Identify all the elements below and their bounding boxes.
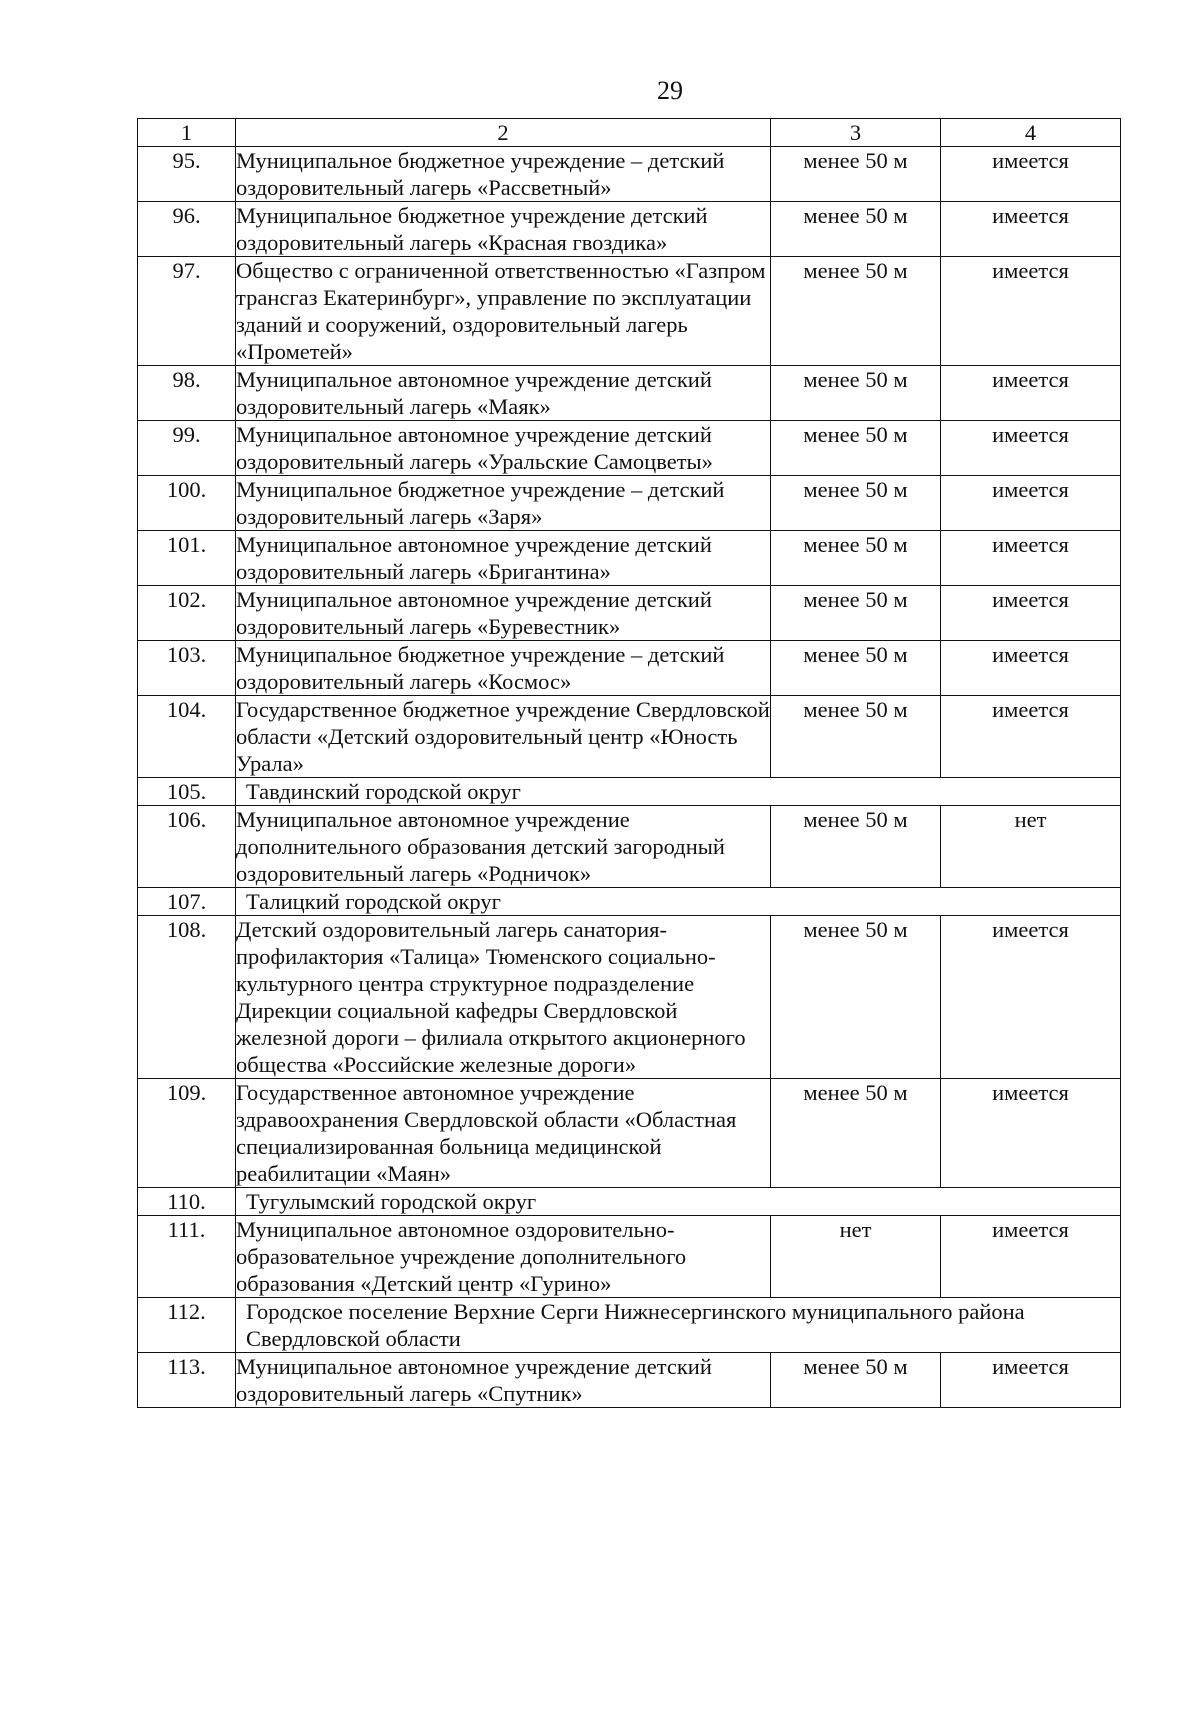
row-number: 100.: [138, 476, 236, 531]
table-section-row: [138, 1188, 1121, 1216]
table-row: [138, 806, 1121, 888]
distance-cell: менее 50 м: [771, 696, 941, 778]
institution-name: Муниципальное бюджетное учреждение – детский оздоровительный лагерь «Космос»: [236, 641, 771, 696]
status-cell: имеется: [941, 586, 1121, 641]
distance-cell: менее 50 м: [771, 916, 941, 1079]
institution-name: Муниципальное бюджетное учреждение – детский оздоровительный лагерь «Заря»: [236, 476, 771, 531]
row-number: 107.: [138, 888, 236, 916]
table-body: [138, 119, 1121, 1408]
distance-cell: менее 50 м: [771, 531, 941, 586]
distance-cell: менее 50 м: [771, 1079, 941, 1188]
institution-name: Муниципальное автономное учреждение детский оздоровительный лагерь «Буревестник»: [236, 586, 771, 641]
table-header-row: [138, 119, 1121, 147]
status-cell: имеется: [941, 1216, 1121, 1298]
table-row: [138, 696, 1121, 778]
table-row: [138, 366, 1121, 421]
institution-name: Муниципальное автономное оздоровительно-образовательное учреждение дополнительного образования «Детский центр «Гурино»: [236, 1216, 771, 1298]
table-row: [138, 147, 1121, 202]
header-col-1: 1: [138, 119, 236, 147]
status-cell: имеется: [941, 421, 1121, 476]
header-col-2: 2: [236, 119, 771, 147]
row-number: 102.: [138, 586, 236, 641]
row-number: 103.: [138, 641, 236, 696]
distance-cell: менее 50 м: [771, 147, 941, 202]
institution-name: Муниципальное автономное учреждение детский оздоровительный лагерь «Спутник»: [236, 1353, 771, 1408]
institution-name: Муниципальное автономное учреждение дополнительного образования детский загородный оздоровительный лагерь «Родничок»: [236, 806, 771, 888]
row-number: 112.: [138, 1298, 236, 1353]
distance-cell: менее 50 м: [771, 366, 941, 421]
table-row: [138, 476, 1121, 531]
status-cell: имеется: [941, 641, 1121, 696]
institution-name: Муниципальное бюджетное учреждение детский оздоровительный лагерь «Красная гвоздика»: [236, 202, 771, 257]
institution-name: Муниципальное автономное учреждение детский оздоровительный лагерь «Маяк»: [236, 366, 771, 421]
table-row: [138, 531, 1121, 586]
distance-cell: нет: [771, 1216, 941, 1298]
status-cell: имеется: [941, 916, 1121, 1079]
table-section-row: [138, 778, 1121, 806]
institution-name: Государственное автономное учреждение здравоохранения Свердловской области «Областная специализированная больница медицинской реабилитации «Маян»: [236, 1079, 771, 1188]
institution-name: Государственное бюджетное учреждение Свердловской области «Детский оздоровительный центр «Юность Урала»: [236, 697, 770, 776]
row-number: 108.: [138, 916, 236, 1079]
status-cell: имеется: [941, 366, 1121, 421]
row-number: 98.: [138, 366, 236, 421]
header-col-4: 4: [941, 119, 1121, 147]
row-number: 113.: [138, 1353, 236, 1408]
table-row: [138, 421, 1121, 476]
institution-name: Муниципальное бюджетное учреждение – детский оздоровительный лагерь «Рассветный»: [236, 147, 771, 202]
row-number: 99.: [138, 421, 236, 476]
status-cell: имеется: [941, 696, 1121, 778]
distance-cell: менее 50 м: [771, 202, 941, 257]
table-row: [138, 586, 1121, 641]
row-number: 101.: [138, 531, 236, 586]
section-title: Тугулымский городской округ: [236, 1188, 1121, 1216]
row-number: 109.: [138, 1079, 236, 1188]
table-row: [138, 641, 1121, 696]
status-cell: имеется: [941, 476, 1121, 531]
table-row: [138, 257, 1121, 366]
row-number: 110.: [138, 1188, 236, 1216]
status-cell: имеется: [941, 1353, 1121, 1408]
distance-cell: менее 50 м: [771, 1353, 941, 1408]
distance-cell: менее 50 м: [771, 806, 941, 888]
table-row: [138, 1353, 1121, 1408]
row-number: 106.: [138, 806, 236, 888]
section-title: Талицкий городской округ: [236, 888, 1121, 916]
row-number: 96.: [138, 202, 236, 257]
page-number: 29: [657, 76, 683, 105]
row-number: 111.: [138, 1216, 236, 1298]
table-row: [138, 1216, 1121, 1298]
row-number: 104.: [138, 696, 236, 778]
institution-name: Муниципальное автономное учреждение детский оздоровительный лагерь «Бригантина»: [236, 531, 771, 586]
table-row: [138, 202, 1121, 257]
section-title: Тавдинский городской округ: [236, 778, 1121, 806]
row-number: 105.: [138, 778, 236, 806]
status-cell: имеется: [941, 531, 1121, 586]
section-title: Городское поселение Верхние Серги Нижнесергинского муниципального района Свердловской области: [236, 1298, 1121, 1353]
distance-cell: менее 50 м: [771, 641, 941, 696]
institution-name: Муниципальное автономное учреждение детский оздоровительный лагерь «Уральские Самоцветы»: [236, 421, 771, 476]
status-cell: имеется: [941, 257, 1121, 366]
table-row: [138, 1079, 1121, 1188]
status-cell: нет: [941, 806, 1121, 888]
status-cell: имеется: [941, 1079, 1121, 1188]
distance-cell: менее 50 м: [771, 257, 941, 366]
table-row: [138, 916, 1121, 1079]
table-section-row: [138, 1298, 1121, 1353]
status-cell: имеется: [941, 202, 1121, 257]
status-cell: имеется: [941, 147, 1121, 202]
table-section-row: [138, 888, 1121, 916]
distance-cell: менее 50 м: [771, 586, 941, 641]
institution-name: Детский оздоровительный лагерь санатория-профилактория «Талица» Тюменского социально-культурного центра структурное подразделение Дирекции социальной кафедры Свердловской железной дороги – филиала открытого акционерного общества «Российские железные дороги»: [236, 916, 771, 1079]
institution-name: Общество с ограниченной ответственностью «Газпром трансгаз Екатеринбург», управление по эксплуатации зданий и сооружений, оздоровительный лагерь «Прометей»: [236, 257, 771, 366]
row-number: 95.: [138, 147, 236, 202]
distance-cell: менее 50 м: [771, 476, 941, 531]
header-col-3: 3: [771, 119, 941, 147]
data-table: [137, 118, 1121, 1408]
distance-cell: менее 50 м: [771, 421, 941, 476]
row-number: 97.: [138, 257, 236, 366]
